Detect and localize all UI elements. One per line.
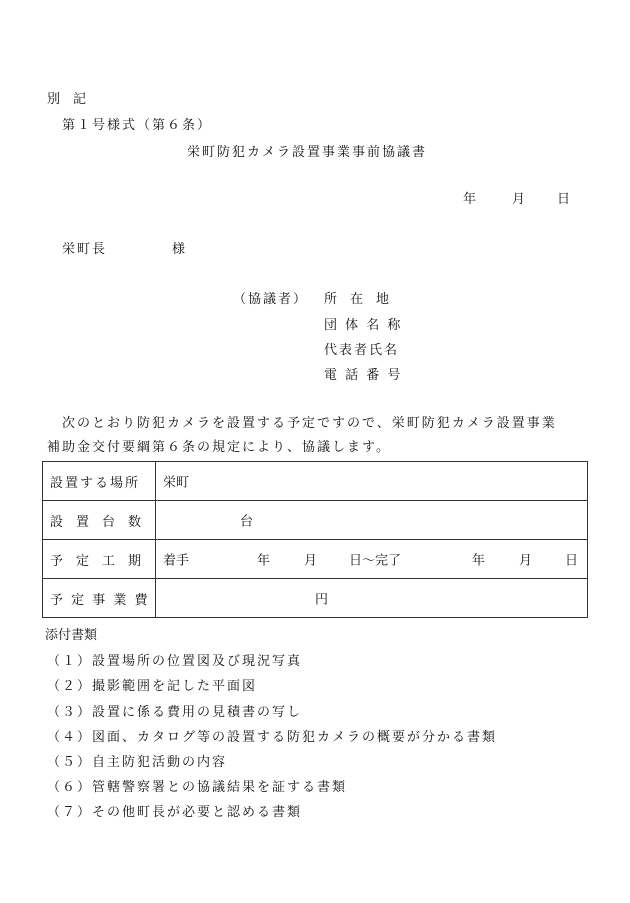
applicant-label: （協議者） [233, 292, 309, 307]
location-value: 栄町 [163, 475, 190, 491]
date-day: 日 [557, 192, 571, 207]
row-value-location [156, 462, 588, 501]
period-end-month: 月 [519, 553, 533, 569]
attachment-item-5: （５）自主防犯活動の内容 [47, 755, 228, 770]
body-text-line-2: 補助金交付要綱第６条の規定により、協議します。 [47, 440, 391, 455]
field-organization: 団 体 名 称 [324, 318, 403, 333]
attachment-item-6: （６）管轄警察署との協議結果を証する書類 [47, 780, 348, 795]
row-label-period: 予 定 工 期 [43, 540, 156, 579]
form-number: 第１号様式（第６条） [62, 118, 213, 133]
attachment-item-2: （２）撮影範囲を記した平面図 [47, 679, 258, 694]
cost-unit: 円 [315, 592, 329, 608]
addressee-name: 栄町長 [62, 242, 108, 257]
field-address: 所 在 地 [324, 292, 390, 307]
annex-label: 別 記 [47, 92, 87, 107]
period-start-month: 月 [304, 553, 318, 569]
date-month: 月 [512, 192, 526, 207]
period-start-day: 日～完了 [349, 553, 402, 569]
period-end-day: 日 [565, 553, 579, 569]
row-label-count: 設 置 台 数 [43, 501, 156, 540]
attachment-item-1: （１）設置場所の位置図及び現況写真 [47, 654, 303, 669]
row-value-cost [156, 579, 588, 618]
period-start-year: 年 [257, 553, 271, 569]
addressee-honorific: 様 [172, 242, 186, 257]
attachment-item-3: （３）設置に係る費用の見積書の写し [47, 705, 303, 720]
period-end-year: 年 [472, 553, 486, 569]
count-unit: 台 [240, 514, 254, 530]
body-text-line-1: 次のとおり防犯カメラを設置する予定ですので、栄町防犯カメラ設置事業 [62, 416, 557, 431]
date-year: 年 [463, 192, 477, 207]
row-value-count [156, 501, 588, 540]
field-phone: 電 話 番 号 [324, 368, 403, 383]
attachment-item-7: （７）その他町長が必要と認める書類 [47, 805, 303, 820]
table-row [43, 501, 588, 540]
table-row [43, 579, 588, 618]
field-representative: 代表者氏名 [324, 343, 400, 358]
table-row [43, 462, 588, 501]
document-title: 栄町防犯カメラ設置事業事前協議書 [187, 145, 428, 160]
attachments-heading: 添付書類 [45, 628, 98, 643]
period-start-label: 着手 [163, 553, 190, 569]
table-row [43, 540, 588, 579]
row-label-location: 設置する場所 [43, 462, 156, 501]
consultation-table [42, 461, 588, 618]
row-label-cost: 予 定 事 業 費 [43, 579, 156, 618]
attachment-item-4: （４）図面、カタログ等の設置する防犯カメラの概要が分かる書類 [47, 730, 498, 745]
row-value-period [156, 540, 588, 579]
